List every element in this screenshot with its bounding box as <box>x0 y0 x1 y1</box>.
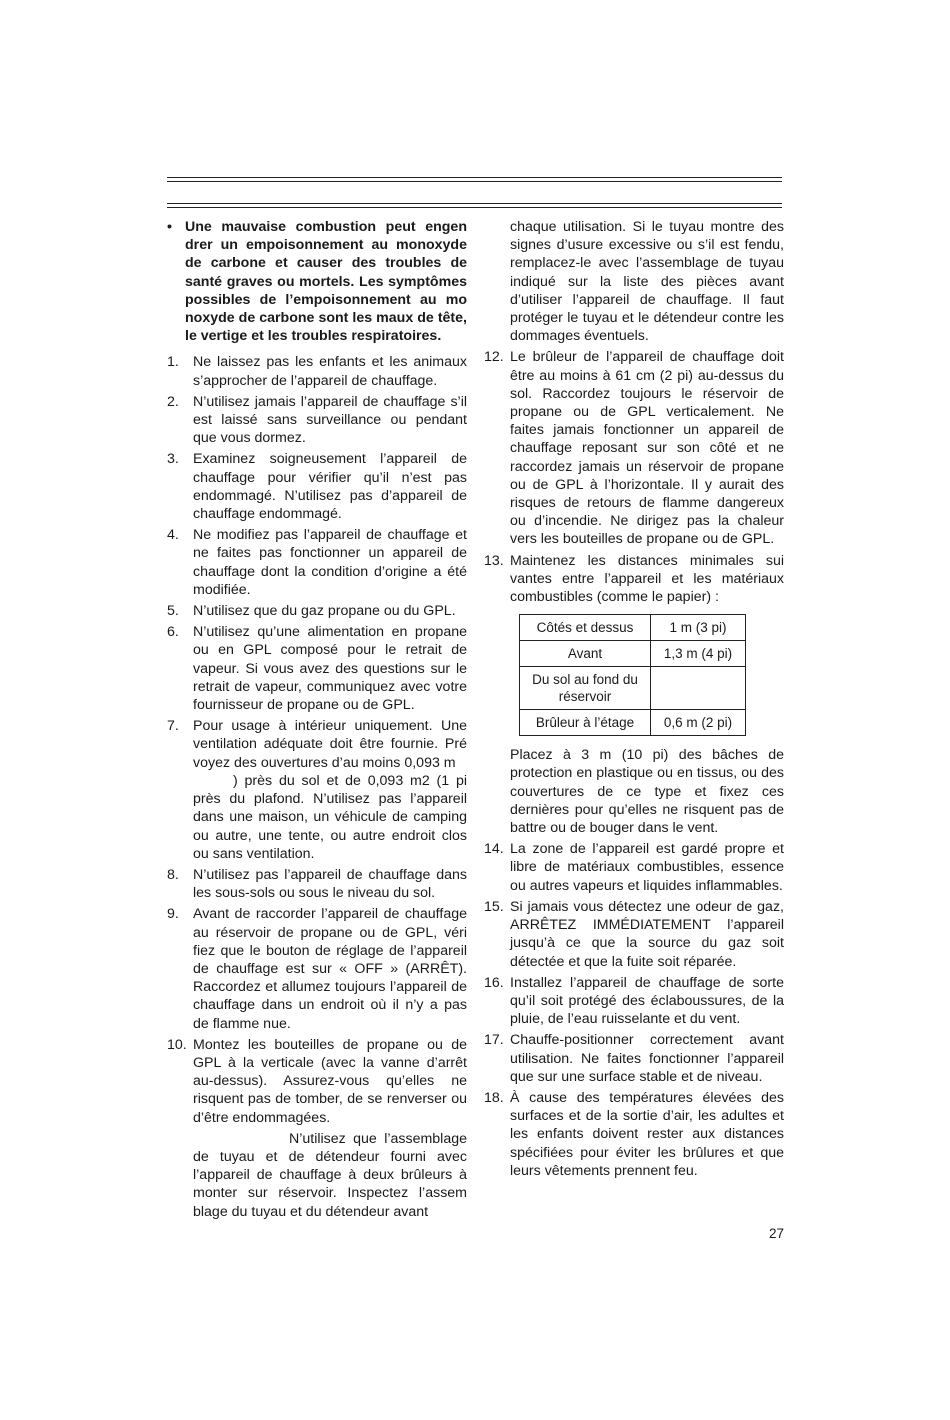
list-item <box>167 623 467 714</box>
item-text-part-c: près du plafond. N’utilisez pas l’appareil dans une maison, un véhicule de camping ou autre, une tente, ou autre endroit clos ou sans ventilation. <box>193 791 467 862</box>
right-column <box>484 218 784 1183</box>
item-text: Maintenez les distances minimales sui vantes entre l’appareil et les matériaux combustibles (comme le papier) : <box>510 552 784 606</box>
list-item <box>167 393 467 448</box>
table-row <box>520 710 746 736</box>
item-number: 5. <box>167 603 179 620</box>
item-11-continued: chaque utilisation. Si le tuyau montre des signes d’usure excessive ou s’il est fendu, remplacez-le avec l’assemblage de tuyau indiqué sur la liste des pièces avant d’utiliser l’appareil de chauffage. Il faut protéger le tuyau et le détendeur contre les dommages éventuels. <box>510 219 784 345</box>
list-item <box>167 353 467 389</box>
table-row <box>520 615 746 641</box>
item-number: 16. <box>484 974 504 991</box>
item-text: À cause des températures élevées des surfaces et de la sortie d’air, les adultes et les enfants doivent rester aux distances spécifiées pour éviter les brûlures et que leurs vêtements prennent feu. <box>510 1089 784 1179</box>
item-text: Examinez soigneusement l’appareil de chauffage pour vérifier qu’il n’est pas endommagé. N’utilisez pas d’appareil de chauffage endommagé. <box>193 451 467 523</box>
safety-list-left <box>167 353 467 1220</box>
item-number: 13. <box>484 552 504 569</box>
table-cell-value: 1,3 m (4 pi) <box>651 641 746 667</box>
table-row <box>520 667 746 710</box>
item-text-part-b: ) près du sol et de 0,093 m2 (1 pi <box>233 772 467 789</box>
distance-table <box>519 614 746 736</box>
table-cell-label: Avant <box>520 641 651 667</box>
left-column <box>167 218 467 1224</box>
list-item <box>167 450 467 523</box>
list-item <box>484 974 784 1029</box>
item-number: 17. <box>484 1032 504 1049</box>
list-item <box>167 905 467 1032</box>
item-text: Installez l’appareil de chauffage de sorte qu’il soit protégé des éclaboussures, de la pluie, de l’eau ruisselante et du vent. <box>510 974 784 1028</box>
item-number: 12. <box>484 349 504 366</box>
list-item <box>167 1036 467 1127</box>
table-cell-value: 1 m (3 pi) <box>651 615 746 641</box>
table-row <box>520 641 746 667</box>
item-number: 4. <box>167 527 179 544</box>
item-text: N’utilisez que l’assemblage de tuyau et de détendeur fourni avec l’appareil de chauffage à deux brûleurs à monter sur réservoir. Inspectez l’assem blage du tuyau et du détendeur avant <box>193 1130 467 1220</box>
header-rule-bottom <box>167 203 782 204</box>
item-number: 8. <box>167 866 179 883</box>
item-text: Montez les bouteilles de propane ou de GPL à la verticale (avec la vanne d’arrêt au-dessus). Assurez-vous qu’elles ne risquent pas de tomber, de se renverser ou d’être endommagées. <box>193 1036 467 1126</box>
list-item <box>484 1089 784 1180</box>
item-number: 3. <box>167 451 179 468</box>
header-rule-bottom-inner <box>167 207 782 208</box>
list-item <box>167 866 467 902</box>
item-text: Ne modifiez pas l’appareil de chauffage et ne faites pas fonctionner un appareil de chauffage dont la condition d’origine a été modifiée. <box>193 527 467 598</box>
header-rule-top <box>167 177 782 178</box>
page-number: 27 <box>768 1226 784 1241</box>
item-number: 10. <box>167 1036 187 1053</box>
item-text: Ne laissez pas les enfants et les animaux s’approcher de l’appareil de chauffage. <box>193 354 467 389</box>
item-text: Chauffe-positionner correctement avant utilisation. Ne faites fonctionner l’appareil que sur une surface stable et de niveau. <box>510 1032 784 1085</box>
header-rule-top-inner <box>167 181 782 182</box>
item-text: N’utilisez pas l’appareil de chauffage dans les sous-sols ou sous le niveau du sol. <box>193 866 467 902</box>
item-text: Le brûleur de l’appareil de chauffage doit être au moins à 61 cm (2 pi) au-dessus du sol. Raccordez toujours le réservoir de propane ou de GPL verticalement. Ne faites jamais fonctionner un appareil de chauffage reposant sur son côté et ne raccordez jamais un réservoir de propane ou de GPL à l’horizontale. Il y aurait des risques de retours de flamme dangereux ou d’incendie. Ne dirigez pas la chaleur vers les bouteilles de propane ou de GPL. <box>510 349 784 548</box>
item-number: 14. <box>484 841 504 858</box>
item-number: 1. <box>167 354 179 371</box>
list-item <box>167 717 467 863</box>
item-11-start <box>167 1130 467 1221</box>
table-cell-label: Du sol au fond du réservoir <box>520 667 651 710</box>
item-text-part-a: Pour usage à intérieur uniquement. Une ventilation adéquate doit être fournie. Pré voyez des ouvertures d’au moins 0,093 m <box>193 718 467 771</box>
item-number: 15. <box>484 898 504 915</box>
list-item <box>484 840 784 895</box>
item-number: 9. <box>167 906 179 923</box>
item-number: 18. <box>484 1089 504 1106</box>
item-text: La zone de l’appareil est gardé propre et libre de matériaux combustibles, essence ou autres vapeurs et liquides inflammables. <box>510 841 784 894</box>
list-item <box>484 898 784 971</box>
table-cell-value <box>651 667 746 710</box>
list-item <box>167 602 467 620</box>
item-text: Si jamais vous détectez une odeur de gaz, ARRÊTEZ IMMÉDIATEMENT l’appareil jusqu’à ce que la source du gaz soit détectée et que la fuite soit réparée. <box>510 898 784 970</box>
list-item <box>484 552 784 607</box>
item-text <box>193 717 467 863</box>
item-13-continued: Placez à 3 m (10 pi) des bâches de protection en plastique ou en tissus, ou des couvertures de ce type et fixez ces dernières pour qu’elles ne risquent pas de battre ou de bouger dans le vent. <box>510 747 784 837</box>
table-cell-label: Brûleur à l’étage <box>520 710 651 736</box>
list-item <box>167 526 467 599</box>
bullet: • <box>167 219 172 235</box>
warning-text: Une mauvaise combustion peut engen drer un empoisonnement au monoxyde de carbone et causer des troubles de santé graves ou mortels. Les symptômes possibles de l’empoisonnement au mo noxyde de carbone sont les maux de tête, le vertige et les troubles respiratoires. <box>185 219 467 345</box>
table-cell-value: 0,6 m (2 pi) <box>651 710 746 736</box>
table-cell-label: Côtés et dessus <box>520 615 651 641</box>
item-number: 2. <box>167 393 179 410</box>
item-text: N’utilisez que du gaz propane ou du GPL. <box>193 603 456 620</box>
list-item <box>484 348 784 548</box>
item-text: N’utilisez qu’une alimentation en propane ou en GPL composé pour le retrait de vapeur. Si vous avez des questions sur le retrait de vapeur, communiquez avec votre fournisseur de propane ou de GPL. <box>193 624 467 714</box>
warning-paragraph <box>167 218 467 345</box>
item-text: Avant de raccorder l’appareil de chauffage au réservoir de propane ou de GPL, véri fiez que le bouton de réglage de l’appareil de chauffage est sur « OFF » (ARRÊT). Raccordez et allumez toujours l’appareil de chauffage dans un endroit où il n’y a pas de flamme nue. <box>193 906 467 1032</box>
list-item <box>484 1031 784 1086</box>
item-number: 6. <box>167 624 179 641</box>
item-text: N’utilisez jamais l’appareil de chauffage s’il est laissé sans surveillance ou pendant que vous dormez. <box>193 393 467 447</box>
item-number: 7. <box>167 718 179 735</box>
